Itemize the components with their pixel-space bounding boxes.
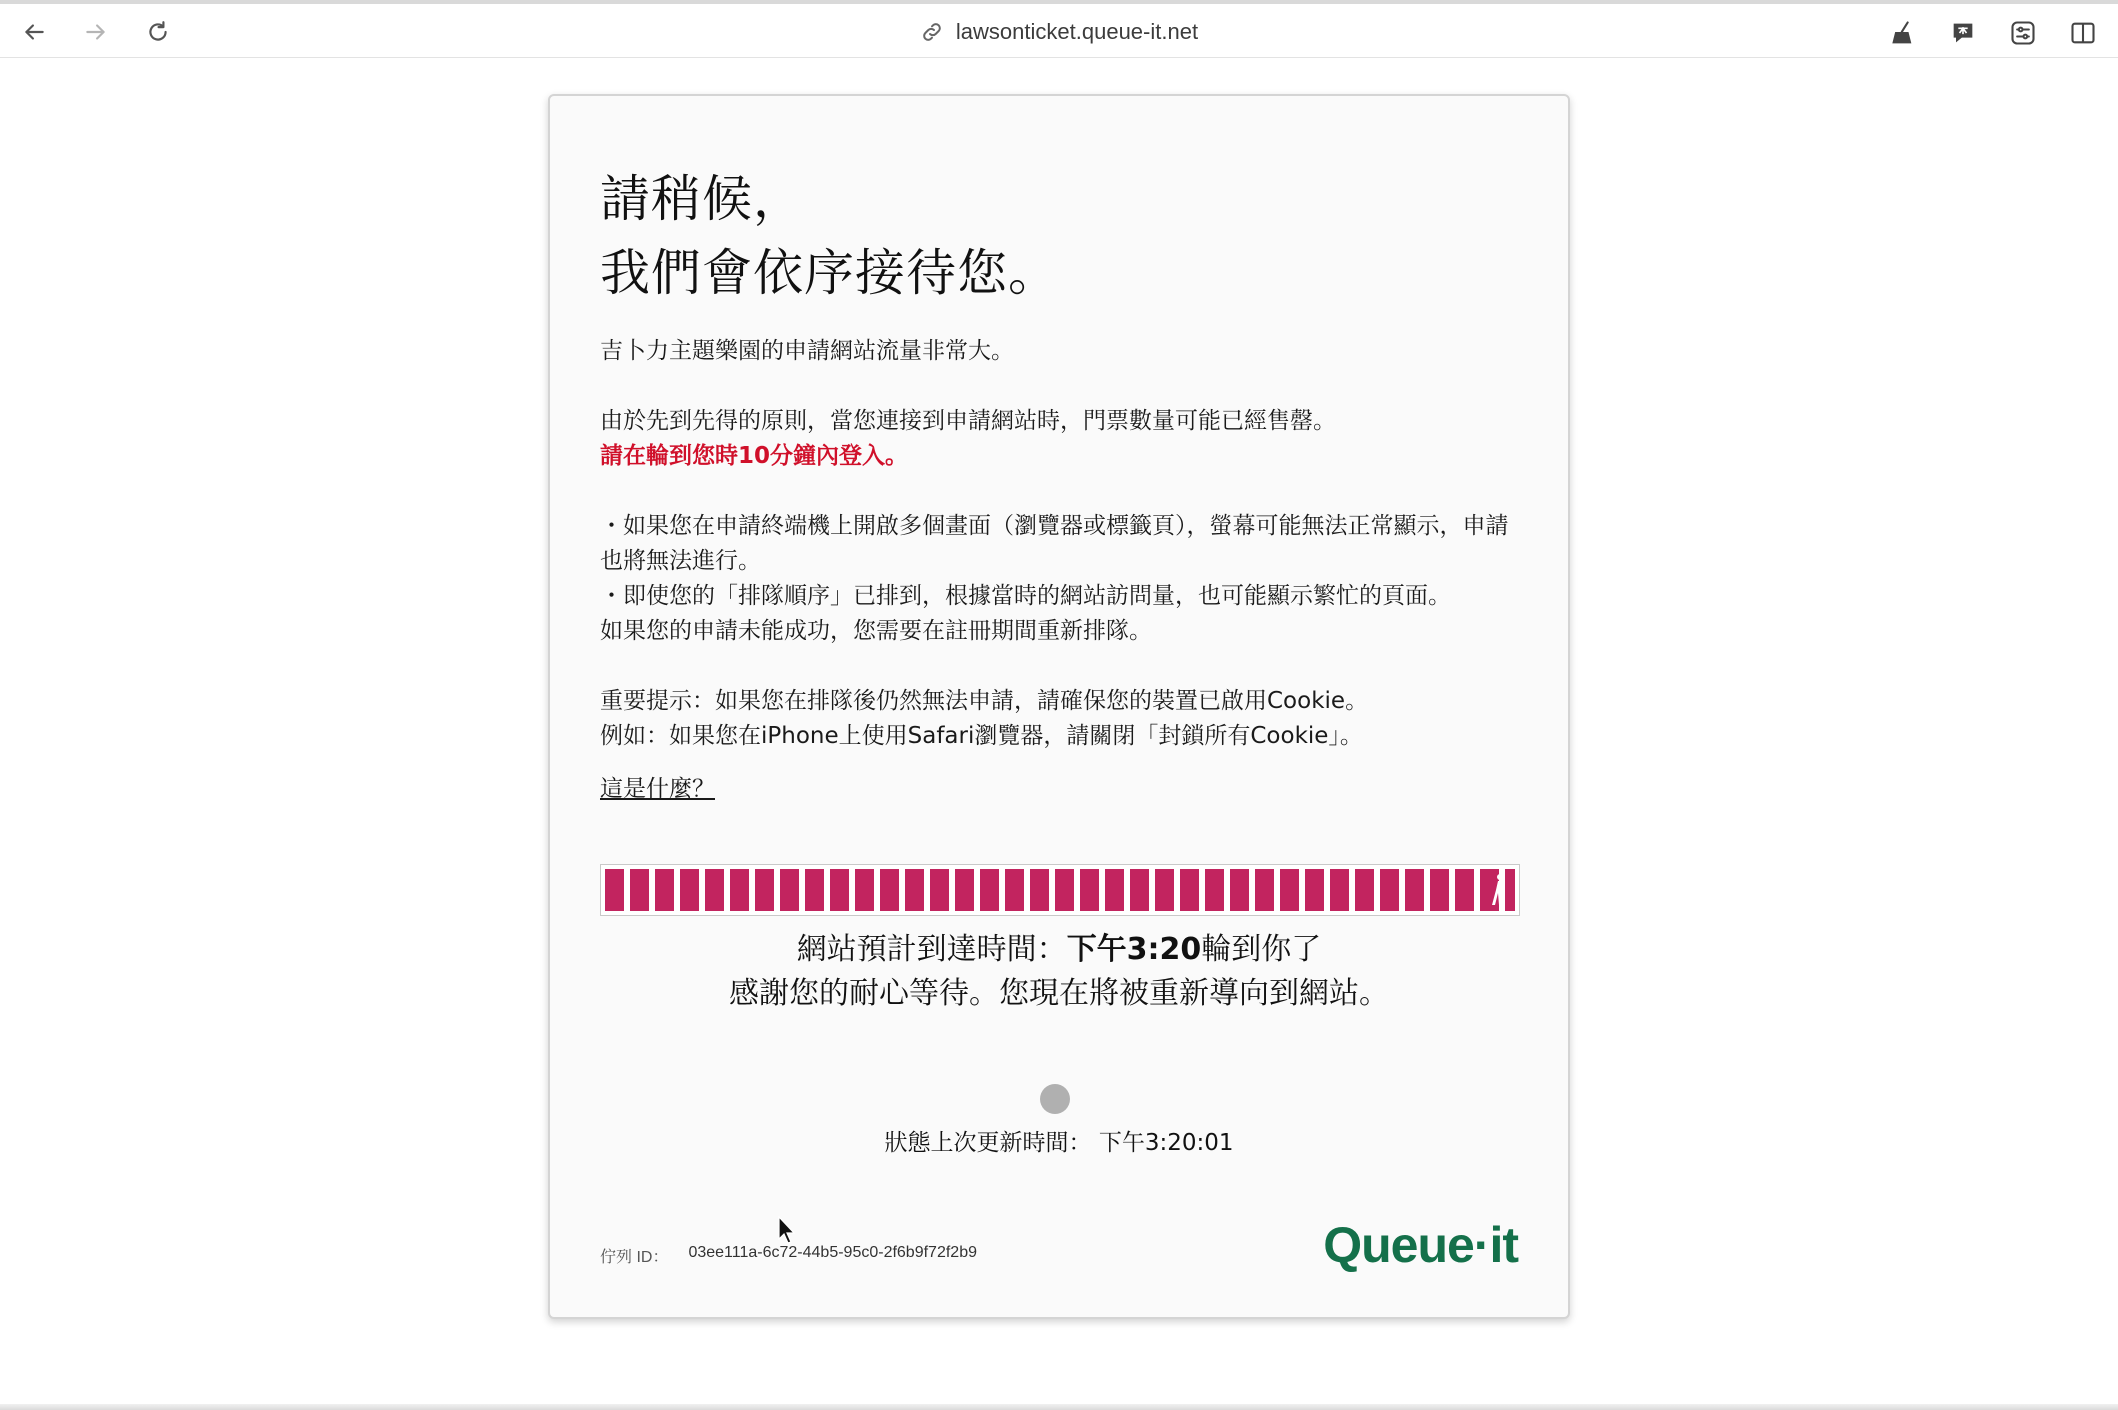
url-text: lawsonticket.queue-it.net bbox=[955, 19, 1199, 44]
status-label: 狀態上次更新時間： bbox=[884, 1130, 1092, 1156]
bullet-busy-page: ・即使您的「排隊順序」已排到，根據當時的網站訪問量，也可能顯示繁忙的頁面。 bbox=[600, 583, 1451, 609]
translate-button[interactable] bbox=[1946, 16, 1980, 50]
status-time: 下午3:20:01 bbox=[1098, 1130, 1234, 1156]
status-line bbox=[550, 1126, 1568, 1160]
cookie-tip: 重要提示：如果您在排隊後仍然無法申請，請確保您的裝置已啟用Cookie。 bbox=[600, 688, 1369, 714]
link-icon bbox=[920, 20, 944, 44]
title-line-2: 我們會依序接待您。 bbox=[600, 244, 1059, 302]
back-button[interactable] bbox=[14, 14, 54, 50]
loading-spinner bbox=[1040, 1084, 1070, 1114]
translate-icon bbox=[1949, 19, 1977, 47]
reload-icon bbox=[145, 19, 171, 45]
queue-it-logo: Queue·it bbox=[1323, 1217, 1518, 1273]
eta-suffix: 輪到你了 bbox=[1201, 932, 1322, 967]
retry-text: 如果您的申請未能成功，您需要在註冊期間重新排隊。 bbox=[600, 618, 1152, 644]
broom-icon bbox=[1889, 19, 1917, 47]
status-block bbox=[550, 1126, 1568, 1160]
queue-id bbox=[600, 1244, 977, 1267]
redirect-message: 感謝您的耐心等待。您現在將被重新導向到網站。 bbox=[729, 976, 1389, 1011]
arrow-right-icon bbox=[83, 19, 109, 45]
title-line-1: 請稍候， bbox=[600, 170, 804, 228]
sidebar-button[interactable] bbox=[2066, 16, 2100, 50]
page-settings-button[interactable] bbox=[2006, 16, 2040, 50]
bullet-multi-window: ・如果您在申請終端機上開啟多個畫面（瀏覽器或標籤頁），螢幕可能無法正常顯示，申請也將無法進行。 bbox=[600, 513, 1509, 574]
page-title bbox=[600, 162, 1520, 310]
eta-line bbox=[550, 928, 1568, 972]
reload-button[interactable] bbox=[138, 14, 178, 50]
address-bar[interactable] bbox=[759, 14, 1359, 50]
what-is-this-link[interactable]: 這是什麼？ bbox=[600, 776, 715, 802]
extension-button[interactable] bbox=[1886, 16, 1920, 50]
mouse-cursor-icon bbox=[778, 1216, 796, 1244]
sidebar-icon bbox=[2069, 19, 2097, 47]
warning-text: 請在輪到您時10分鐘內登入。 bbox=[600, 443, 909, 469]
forward-button[interactable] bbox=[76, 14, 116, 50]
queue-id-label: 佇列 ID： bbox=[600, 1249, 669, 1266]
queue-card bbox=[548, 94, 1570, 1319]
queue-id-value: 03ee111a-6c72-44b5-95c0-2f6b9f72f2b9 bbox=[688, 1244, 977, 1261]
cookie-example: 例如：如果您在iPhone上使用Safari瀏覽器，請關閉「封鎖所有Cookie」。 bbox=[600, 723, 1363, 749]
notice-text: 由於先到先得的原則，當您連接到申請網站時，門票數量可能已經售罄。 bbox=[600, 408, 1336, 434]
eta-block bbox=[550, 818, 1568, 1016]
arrow-left-icon bbox=[21, 19, 47, 45]
window-bottom-edge bbox=[0, 1404, 2118, 1410]
browser-toolbar bbox=[0, 0, 2118, 58]
intro-text: 吉卜力主題樂園的申請網站流量非常大。 bbox=[600, 338, 1014, 364]
queue-content bbox=[600, 162, 1520, 807]
sliders-icon bbox=[2009, 19, 2037, 47]
eta-time: 下午3:20 bbox=[1066, 932, 1202, 967]
eta-label: 網站預計到達時間： bbox=[796, 932, 1067, 967]
